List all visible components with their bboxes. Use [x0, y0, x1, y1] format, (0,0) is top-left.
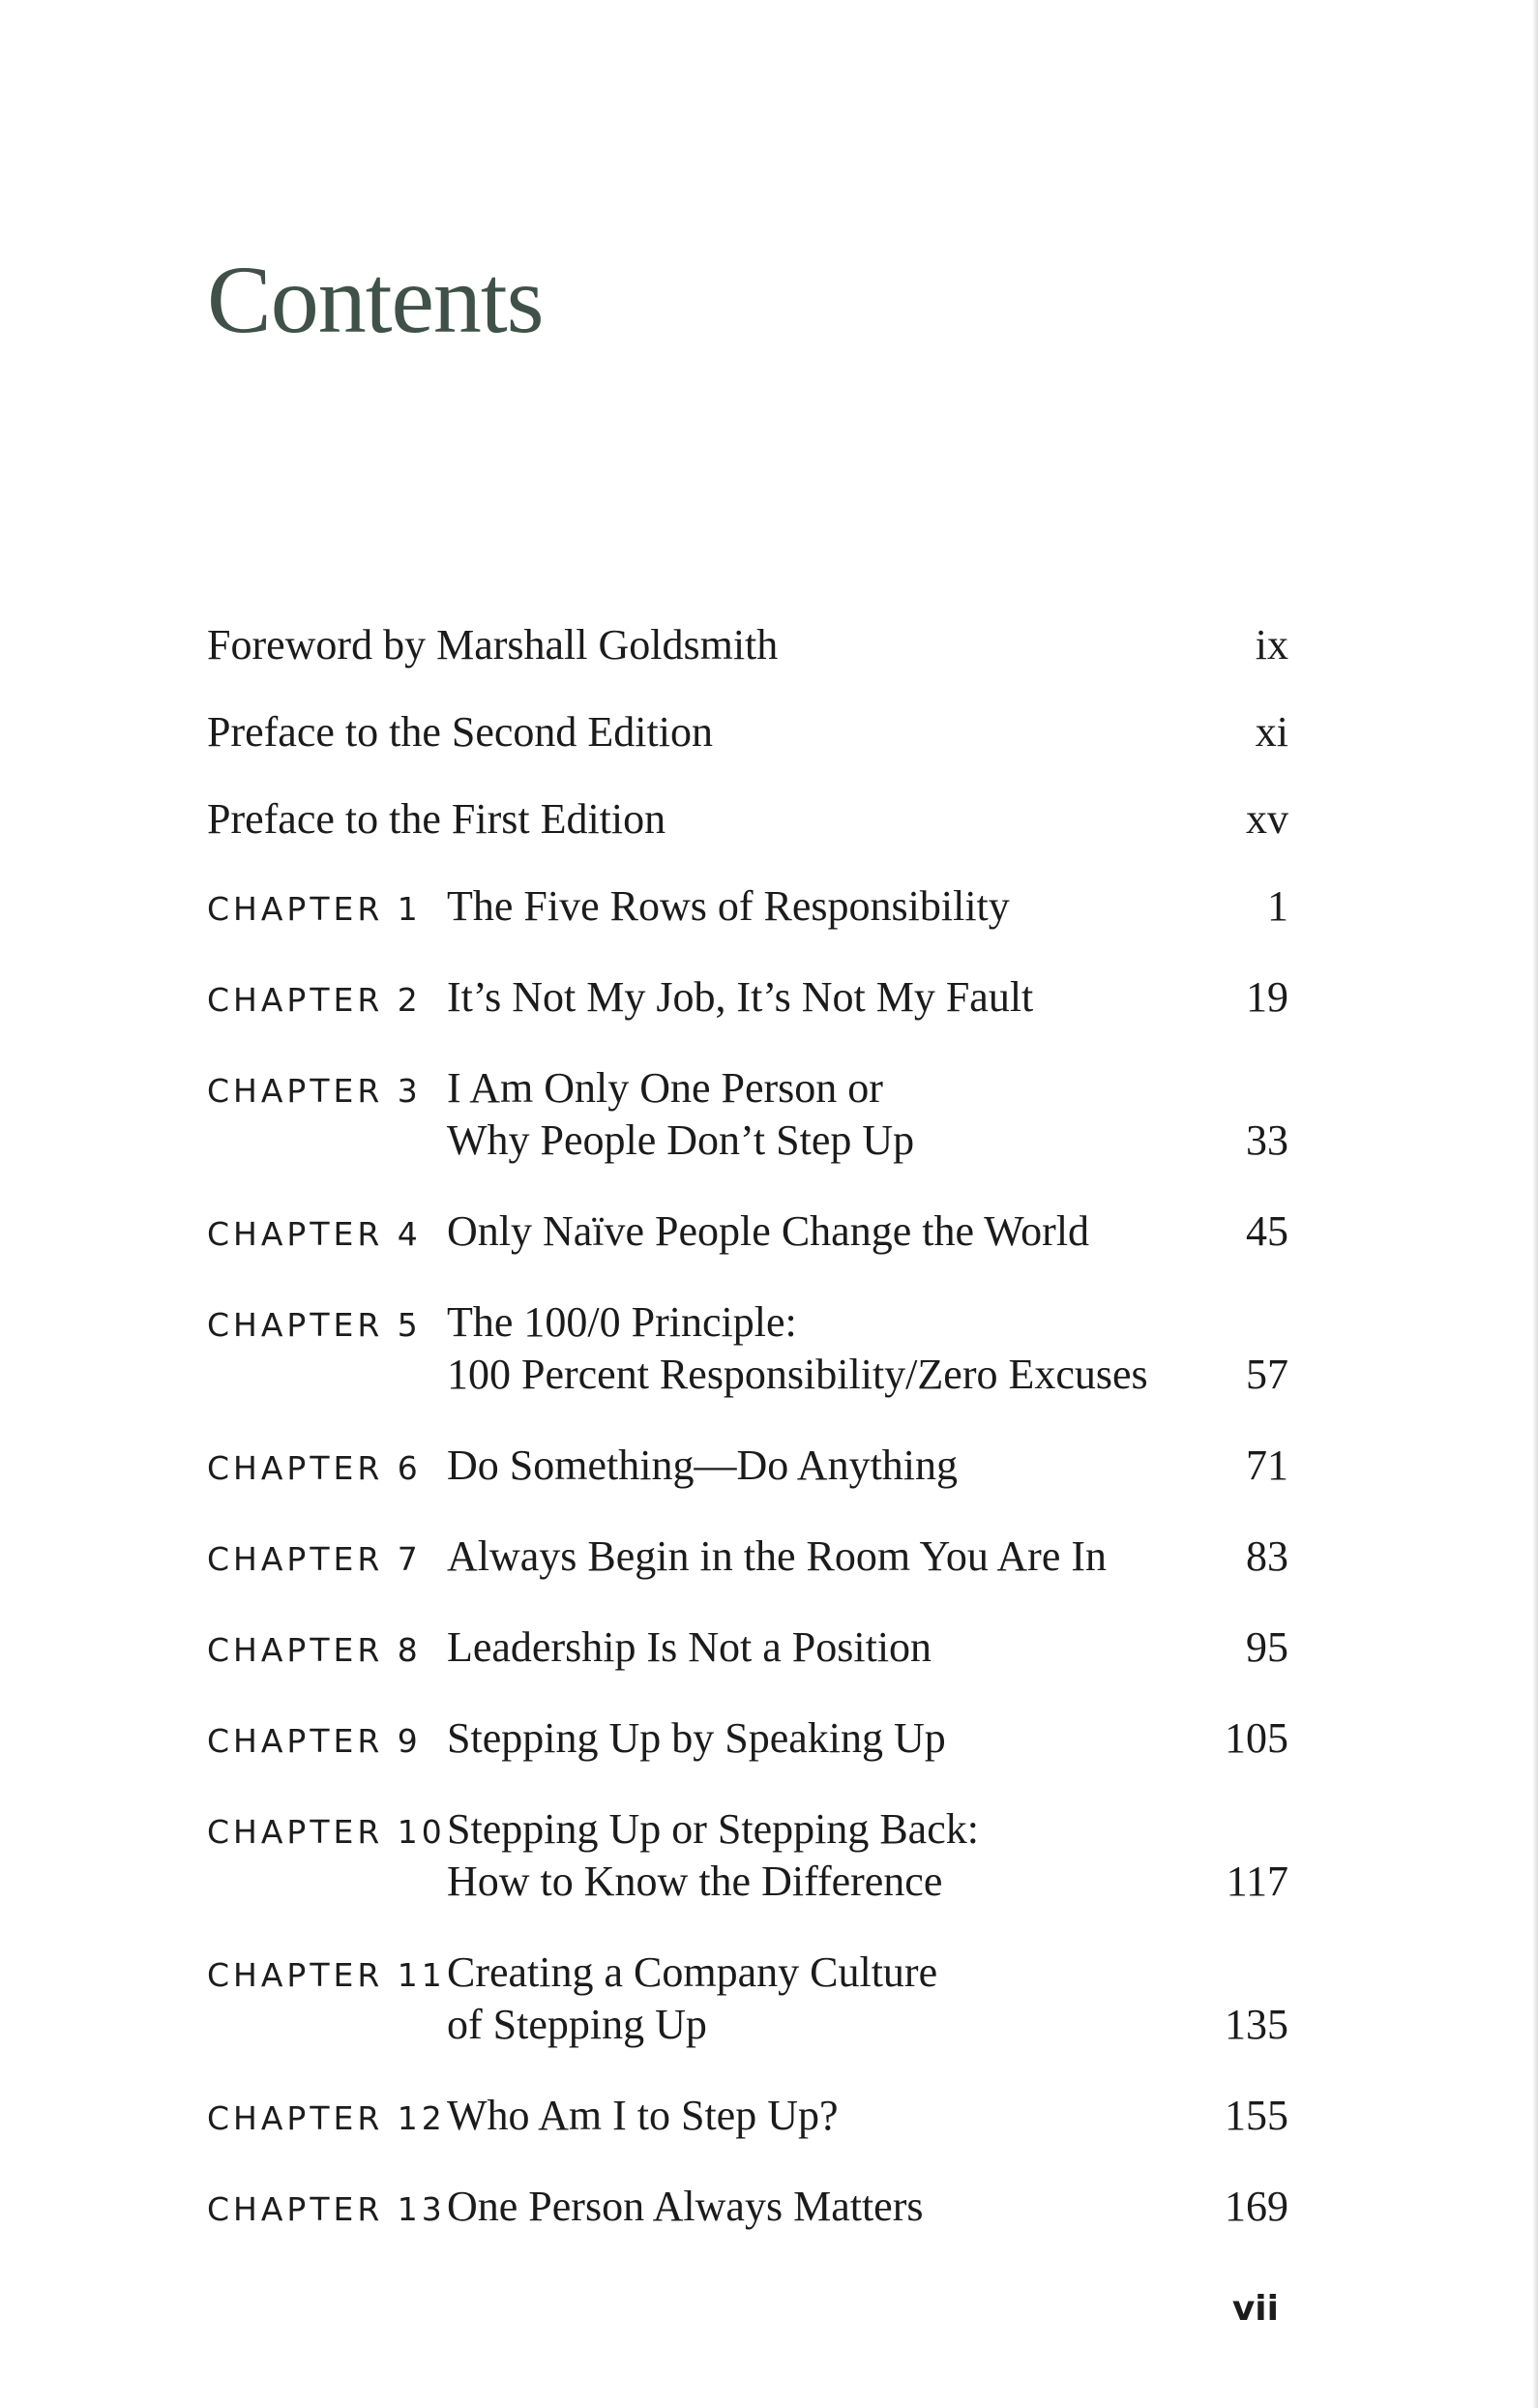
chapter-page-number: 95 [1246, 1623, 1288, 1671]
chapter-title: Stepping Up by Speaking Up [447, 1714, 946, 1762]
chapter-label: CHAPTER 1 [207, 890, 422, 928]
chapter-title: The Five Rows of Responsibility [447, 882, 1010, 930]
toc-chapter-entry [207, 2090, 1288, 2142]
entry-title: Preface to the Second Edition [207, 708, 713, 756]
chapter-page-number: 57 [1246, 1351, 1288, 1398]
chapter-label: CHAPTER 6 [207, 1449, 422, 1487]
toc-chapter-entry [207, 1947, 1288, 2051]
page-title: Contents [207, 246, 544, 353]
chapter-page-number: 33 [1246, 1116, 1288, 1164]
toc-chapter-entry [207, 2181, 1288, 2233]
toc-chapter-entry [207, 1062, 1288, 1167]
toc-chapter-entry [207, 1803, 1288, 1908]
chapter-title: Only Naïve People Change the World [447, 1207, 1090, 1255]
chapter-title: Stepping Up or Stepping Back: How to Know the Difference [447, 1805, 979, 1905]
page-edge-shadow [1532, 0, 1538, 2408]
page-number: vii [1231, 2289, 1279, 2329]
chapter-title: Always Begin in the Room You Are In [447, 1532, 1107, 1580]
chapter-label: CHAPTER 13 [207, 2190, 446, 2228]
chapter-label: CHAPTER 2 [207, 981, 422, 1019]
chapter-page-number: 45 [1246, 1207, 1288, 1255]
chapter-label: CHAPTER 8 [207, 1631, 422, 1669]
toc-front-matter-entry [207, 619, 1288, 706]
chapter-page-number: 83 [1246, 1532, 1288, 1580]
entry-page-number: xi [1255, 708, 1288, 756]
chapter-page-number: 1 [1267, 882, 1288, 930]
chapter-title: It’s Not My Job, It’s Not My Fault [447, 973, 1034, 1021]
toc-chapter-entry [207, 1440, 1288, 1492]
chapter-label: CHAPTER 7 [207, 1540, 422, 1578]
chapter-label: CHAPTER 5 [207, 1306, 422, 1344]
entry-title: Preface to the First Edition [207, 795, 666, 843]
chapter-title: Leadership Is Not a Position [447, 1623, 932, 1671]
chapter-label: CHAPTER 10 [207, 1813, 446, 1851]
table-of-contents [207, 619, 1288, 2272]
chapter-page-number: 105 [1225, 1714, 1288, 1762]
chapter-title: Creating a Company Culture of Stepping Up [447, 1948, 938, 2048]
chapter-label: CHAPTER 3 [207, 1072, 422, 1110]
chapter-label: CHAPTER 11 [207, 1956, 446, 1994]
chapter-title: I Am Only One Person or Why People Don’t Step Up [447, 1064, 915, 1164]
chapter-title: The 100/0 Principle: 100 Percent Responsibility/Zero Excuses [447, 1298, 1148, 1398]
toc-chapter-entry [207, 1531, 1288, 1583]
toc-front-matter-entry [207, 793, 1288, 880]
chapter-title: Do Something—Do Anything [447, 1442, 959, 1489]
toc-chapter-entry [207, 1712, 1288, 1765]
chapter-page-number: 169 [1225, 2183, 1288, 2230]
toc-chapter-entry [207, 1621, 1288, 1674]
chapter-label: CHAPTER 9 [207, 1722, 422, 1760]
toc-front-matter-entry [207, 706, 1288, 793]
entry-page-number: ix [1255, 621, 1288, 669]
chapter-page-number: 135 [1225, 2001, 1288, 2048]
entry-title: Foreword by Marshall Goldsmith [207, 621, 779, 669]
chapter-label: CHAPTER 4 [207, 1215, 422, 1253]
chapter-label: CHAPTER 12 [207, 2099, 446, 2137]
chapter-page-number: 155 [1225, 2092, 1288, 2139]
chapter-title: One Person Always Matters [447, 2183, 924, 2230]
chapter-page-number: 117 [1226, 1858, 1288, 1905]
chapter-page-number: 71 [1246, 1442, 1288, 1489]
entry-page-number: xv [1246, 795, 1288, 843]
toc-chapter-entry [207, 1296, 1288, 1401]
chapter-title: Who Am I to Step Up? [447, 2092, 839, 2139]
toc-chapter-entry [207, 1205, 1288, 1258]
toc-chapter-entry [207, 880, 1288, 933]
toc-chapter-entry [207, 971, 1288, 1024]
chapter-page-number: 19 [1246, 973, 1288, 1021]
